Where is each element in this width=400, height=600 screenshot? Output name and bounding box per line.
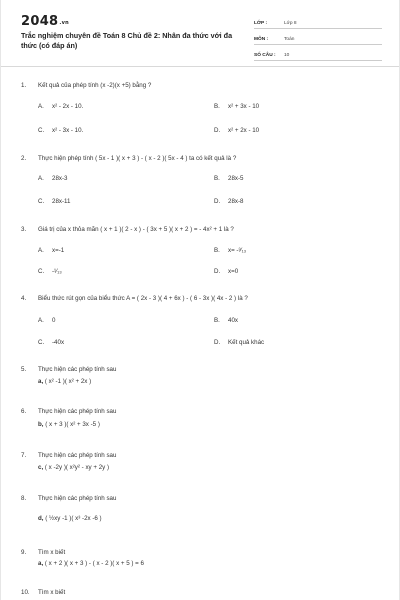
meta-label: MÔN :	[254, 37, 269, 42]
question-text: Tìm x biết	[38, 589, 66, 596]
option-text: 28x-8	[228, 198, 244, 205]
question-text: Kết quả của phép tính (x -2)(x +5) bằng ?	[38, 82, 152, 89]
meta-label: LỚP :	[254, 21, 268, 26]
question-number: 4.	[21, 295, 27, 302]
sub-text: ( ½xy -1 )( x³ -2x -6 )	[45, 515, 102, 522]
question-number: 8.	[21, 495, 27, 502]
option-label: B.	[214, 175, 220, 182]
option-label: C.	[38, 127, 45, 134]
question-text: Thực hiện các phép tính sau	[38, 495, 117, 502]
question-text: Thực hiện các phép tính sau	[38, 408, 117, 415]
question-number: 7.	[21, 452, 27, 459]
option-text: 0	[52, 317, 56, 324]
option-text: x² + 2x - 10	[228, 127, 260, 134]
option-label: D.	[214, 339, 221, 346]
sub-label: b,	[38, 421, 44, 428]
question-text: Thực hiện các phép tính sau	[38, 452, 117, 459]
option-d[interactable]	[214, 339, 264, 346]
sub-text: ( x + 3 )( x² + 3x -5 )	[45, 421, 100, 428]
option-text: x=-1	[52, 247, 65, 254]
question-text: Biểu thức rút gọn của biểu thức A = ( 2x - 3 )( 4 + 6x ) - ( 6 - 3x )( 4x - 2 ) là ?	[38, 295, 248, 302]
logo-sub: .vn	[59, 20, 70, 26]
option-text: 28x-11	[52, 198, 71, 205]
option-label: D.	[214, 268, 221, 275]
sub-expression	[38, 464, 109, 471]
option-a[interactable]	[38, 317, 55, 324]
option-label: D.	[214, 198, 221, 205]
question-number: 9.	[21, 549, 27, 556]
question-text: Thực hiện phép tính ( 5x - 1 )( x + 3 ) - ( x - 2 )( 5x - 4 ) ta có kết quả là ?	[38, 155, 237, 162]
option-label: B.	[214, 247, 220, 254]
site-logo[interactable]	[21, 14, 69, 29]
question-number: 5.	[21, 366, 27, 373]
option-text: -¹⁄₁₃	[52, 268, 62, 275]
option-label: B.	[214, 103, 220, 110]
meta-value: Lớp 8	[284, 21, 297, 26]
option-text: Kết quả khác	[228, 339, 265, 346]
option-c[interactable]	[38, 339, 64, 346]
question-text: Giá trị của x thỏa mãn ( x + 1 )( 2 - x ) - ( 3x + 5 )( x + 2 ) = - 4x² + 1 là ?	[38, 226, 234, 233]
question-number: 3.	[21, 226, 27, 233]
option-text: x² - 2x - 10.	[52, 103, 84, 110]
option-b[interactable]	[214, 247, 246, 254]
sub-expression	[38, 421, 100, 428]
sub-expression	[38, 560, 144, 567]
sub-label: a,	[38, 560, 44, 567]
option-label: D.	[214, 127, 221, 134]
sub-label: c,	[38, 464, 44, 471]
question-text: Tìm x biết	[38, 549, 66, 556]
option-label: A.	[38, 317, 44, 324]
option-d[interactable]	[214, 198, 243, 205]
option-a[interactable]	[38, 175, 67, 182]
meta-value: Toán	[284, 37, 295, 42]
option-text: x² + 3x - 10	[228, 103, 260, 110]
sub-expression	[38, 515, 102, 522]
meta-value: 10	[284, 53, 290, 58]
question-text: Thực hiện các phép tính sau	[38, 366, 117, 373]
option-label: A.	[38, 247, 44, 254]
meta-label: SỐ CÂU :	[254, 53, 276, 58]
option-c[interactable]	[38, 268, 62, 275]
question-number: 2.	[21, 155, 27, 162]
option-b[interactable]	[214, 175, 243, 182]
question-number: 6.	[21, 408, 27, 415]
option-text: -40x	[52, 339, 65, 346]
sub-text: ( x² -1 )( x² + 2x )	[44, 378, 92, 385]
sub-label: a,	[38, 378, 44, 385]
option-text: 28x-3	[52, 175, 68, 182]
option-text: 28x-5	[228, 175, 244, 182]
option-d[interactable]	[214, 127, 259, 134]
option-label: A.	[38, 175, 44, 182]
sub-text: ( x + 2 )( x + 3 ) - ( x - 2 )( x + 5 ) = 6	[44, 560, 144, 567]
option-label: C.	[38, 268, 45, 275]
sub-label: d,	[38, 515, 44, 522]
option-label: B.	[214, 317, 220, 324]
option-text: x=0	[228, 268, 239, 275]
option-label: C.	[38, 198, 45, 205]
logo-main: 2048	[21, 14, 59, 29]
sub-text: ( x -2y )( x²y² - xy + 2y )	[44, 464, 110, 471]
meta-row-subject	[254, 30, 382, 45]
meta-info	[254, 14, 382, 62]
option-d[interactable]	[214, 268, 238, 275]
option-c[interactable]	[38, 198, 70, 205]
option-c[interactable]	[38, 127, 83, 134]
option-b[interactable]	[214, 317, 238, 324]
option-text: 40x	[228, 317, 238, 324]
option-a[interactable]	[38, 103, 83, 110]
meta-row-class	[254, 14, 382, 29]
option-label: A.	[38, 103, 44, 110]
question-number: 10.	[21, 589, 30, 596]
question-number: 1.	[21, 82, 27, 89]
meta-row-count	[254, 46, 382, 61]
option-b[interactable]	[214, 103, 259, 110]
option-text: x² - 3x - 10.	[52, 127, 84, 134]
worksheet-header	[1, 0, 399, 67]
sub-expression	[38, 378, 91, 385]
option-text: x= -³⁄₁₃	[228, 247, 247, 254]
option-label: C.	[38, 339, 45, 346]
worksheet-title: Trắc nghiệm chuyên đề Toán 8 Chủ đề 2: Nhân đa thức với đa thức (có đáp án)	[21, 31, 233, 50]
option-a[interactable]	[38, 247, 64, 254]
